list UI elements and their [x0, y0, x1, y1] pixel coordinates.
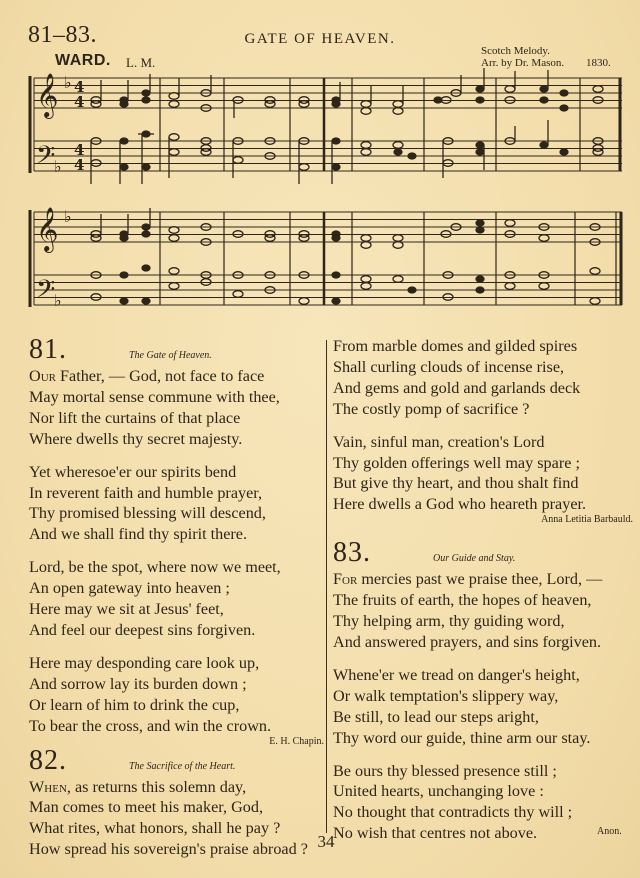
svg-text:4: 4 [74, 78, 85, 96]
hymn-83-number: 83. [333, 537, 371, 569]
hymn-83-stanza-2 [333, 665, 633, 749]
verse-line: And we shall find thy spirit there. [29, 525, 248, 544]
verse-line: What rites, what honors, shall he pay ? [29, 819, 281, 838]
verse-line: May mortal sense commune with thee, [29, 387, 280, 406]
verse-line: Thy promised blessing will descend, [29, 504, 266, 523]
bass-clef-icon: 𝄢 [36, 275, 56, 310]
verse-line: How spread his sovereign's praise abroad ? [29, 840, 308, 859]
hymn-83-subtitle: Our Guide and Stay. [433, 553, 516, 565]
hymn-81-header [29, 336, 324, 366]
verse-line: No thought that contradicts thy will ; [333, 803, 573, 822]
svg-text:4: 4 [74, 141, 85, 159]
hymn-82-stanza-3 [333, 432, 633, 528]
hymn-81-number: 81. [29, 334, 67, 365]
bass-clef-icon: 𝄢 [36, 141, 56, 176]
flat-icon: ♭ [64, 207, 72, 226]
hymn-83-header [333, 539, 633, 569]
hymn-82-author: Anna Letitia Barbauld. [541, 514, 633, 526]
verse-line: United hearts, unchanging love : [333, 782, 544, 801]
verse-line: Or learn of him to drink the cup, [29, 695, 240, 714]
hymn-81-author: E. H. Chapin. [269, 735, 324, 747]
system-2 [30, 210, 622, 307]
verse-line: Here may desponding care look up, [29, 653, 260, 672]
hymn-81-stanza-3 [29, 557, 324, 641]
verse-line: Whene'er we tread on danger's height, [333, 665, 580, 684]
hymn-82-header [29, 744, 324, 777]
bass-notes-1 [91, 120, 603, 184]
verse-line: Yet wheresoe'er our spirits bend [29, 462, 237, 481]
source-line-1: Scotch Melody. [481, 45, 550, 57]
hymn-range: 81–83. [28, 22, 97, 48]
hymn-82-number: 82. [29, 744, 67, 776]
hymn-81-stanza-2 [29, 462, 324, 546]
hymn-81-stanza-4 [29, 653, 324, 749]
verse-line: Thy word our guide, thine arm our stay. [333, 728, 591, 747]
verse-line: Thy helping arm, thy guiding word, [333, 612, 565, 631]
source-line-2: Arr. by Dr. Mason. [481, 57, 565, 69]
treble-clef-icon: 𝄞 [36, 73, 59, 117]
verse-line: An open gateway into heaven ; [29, 579, 230, 598]
flat-icon: ♭ [54, 157, 62, 176]
verse-line: Be still, to lead our steps aright, [333, 707, 539, 726]
page-number: 34 [317, 832, 335, 851]
verse-line: No wish that centres not above. [333, 824, 538, 843]
verse-line: For mercies past we praise thee, Lord, — [333, 570, 603, 589]
hymn-83-author: Anon. [597, 826, 622, 837]
system-1 [30, 76, 622, 173]
hymn-82-stanza-2 [333, 336, 633, 420]
verse-line: But give thy heart, and thou shalt find [333, 474, 579, 493]
verse-line: And answered prayers, and sins forgiven. [333, 632, 602, 651]
verse-line: And sorrow lay its burden down ; [29, 674, 247, 693]
verse-line: When, as returns this solemn day, [29, 777, 247, 796]
bass-notes-2 [91, 265, 600, 304]
hymn-82-subtitle: The Sacrifice of the Heart. [129, 760, 236, 772]
tune-name: WARD. [55, 52, 111, 69]
flat-icon: ♭ [54, 291, 62, 310]
right-column [333, 336, 633, 856]
hymn-83-stanza-1 [333, 569, 633, 653]
verse-line: Our Father, — God, not face to face [29, 367, 265, 385]
verse-line: Lord, be the spot, where now we meet, [29, 558, 281, 577]
verse-line: Here dwells a God who heareth prayer. [333, 495, 587, 514]
column-divider [326, 340, 327, 833]
page-title: GATE OF HEAVEN. [244, 31, 396, 47]
treble-clef-icon: 𝄞 [36, 207, 59, 251]
verse-line: Vain, sinful man, creation's Lord [333, 432, 545, 451]
verse-line: Shall curling clouds of incense rise, [333, 357, 565, 376]
arrangement-year: 1830. [586, 57, 611, 69]
verse-line: Man comes to meet his maker, God, [29, 798, 264, 817]
verse-line: Thy golden offerings well may spare ; [333, 453, 580, 472]
hymn-81-subtitle: The Gate of Heaven. [129, 350, 212, 361]
svg-text:4: 4 [74, 156, 85, 174]
verse-line: To bear the cross, and win the crown. [29, 716, 272, 735]
verse-line: From marble domes and gilded spires [333, 337, 578, 355]
verse-line: And feel our deepest sins forgiven. [29, 620, 256, 639]
verse-line: The fruits of earth, the hopes of heaven, [333, 591, 592, 610]
verse-line: Where dwells thy secret majesty. [29, 429, 243, 448]
verse-line: Or walk temptation's slippery way, [333, 686, 559, 705]
hymn-81-stanza-1 [29, 366, 324, 450]
verse-line: Here may we sit at Jesus' feet, [29, 600, 224, 619]
flat-icon: ♭ [64, 73, 72, 92]
music-score [0, 0, 640, 330]
svg-text:4: 4 [74, 93, 85, 111]
verse-line: The costly pomp of sacrifice ? [333, 399, 530, 418]
verse-line: In reverent faith and humble prayer, [29, 483, 263, 502]
left-column [29, 336, 324, 872]
verse-line: Be ours thy blessed presence still ; [333, 761, 557, 780]
meter: L. M. [126, 55, 156, 70]
verse-line: Nor lift the curtains of that place [29, 408, 241, 427]
verse-line: And gems and gold and garlands deck [333, 378, 581, 397]
